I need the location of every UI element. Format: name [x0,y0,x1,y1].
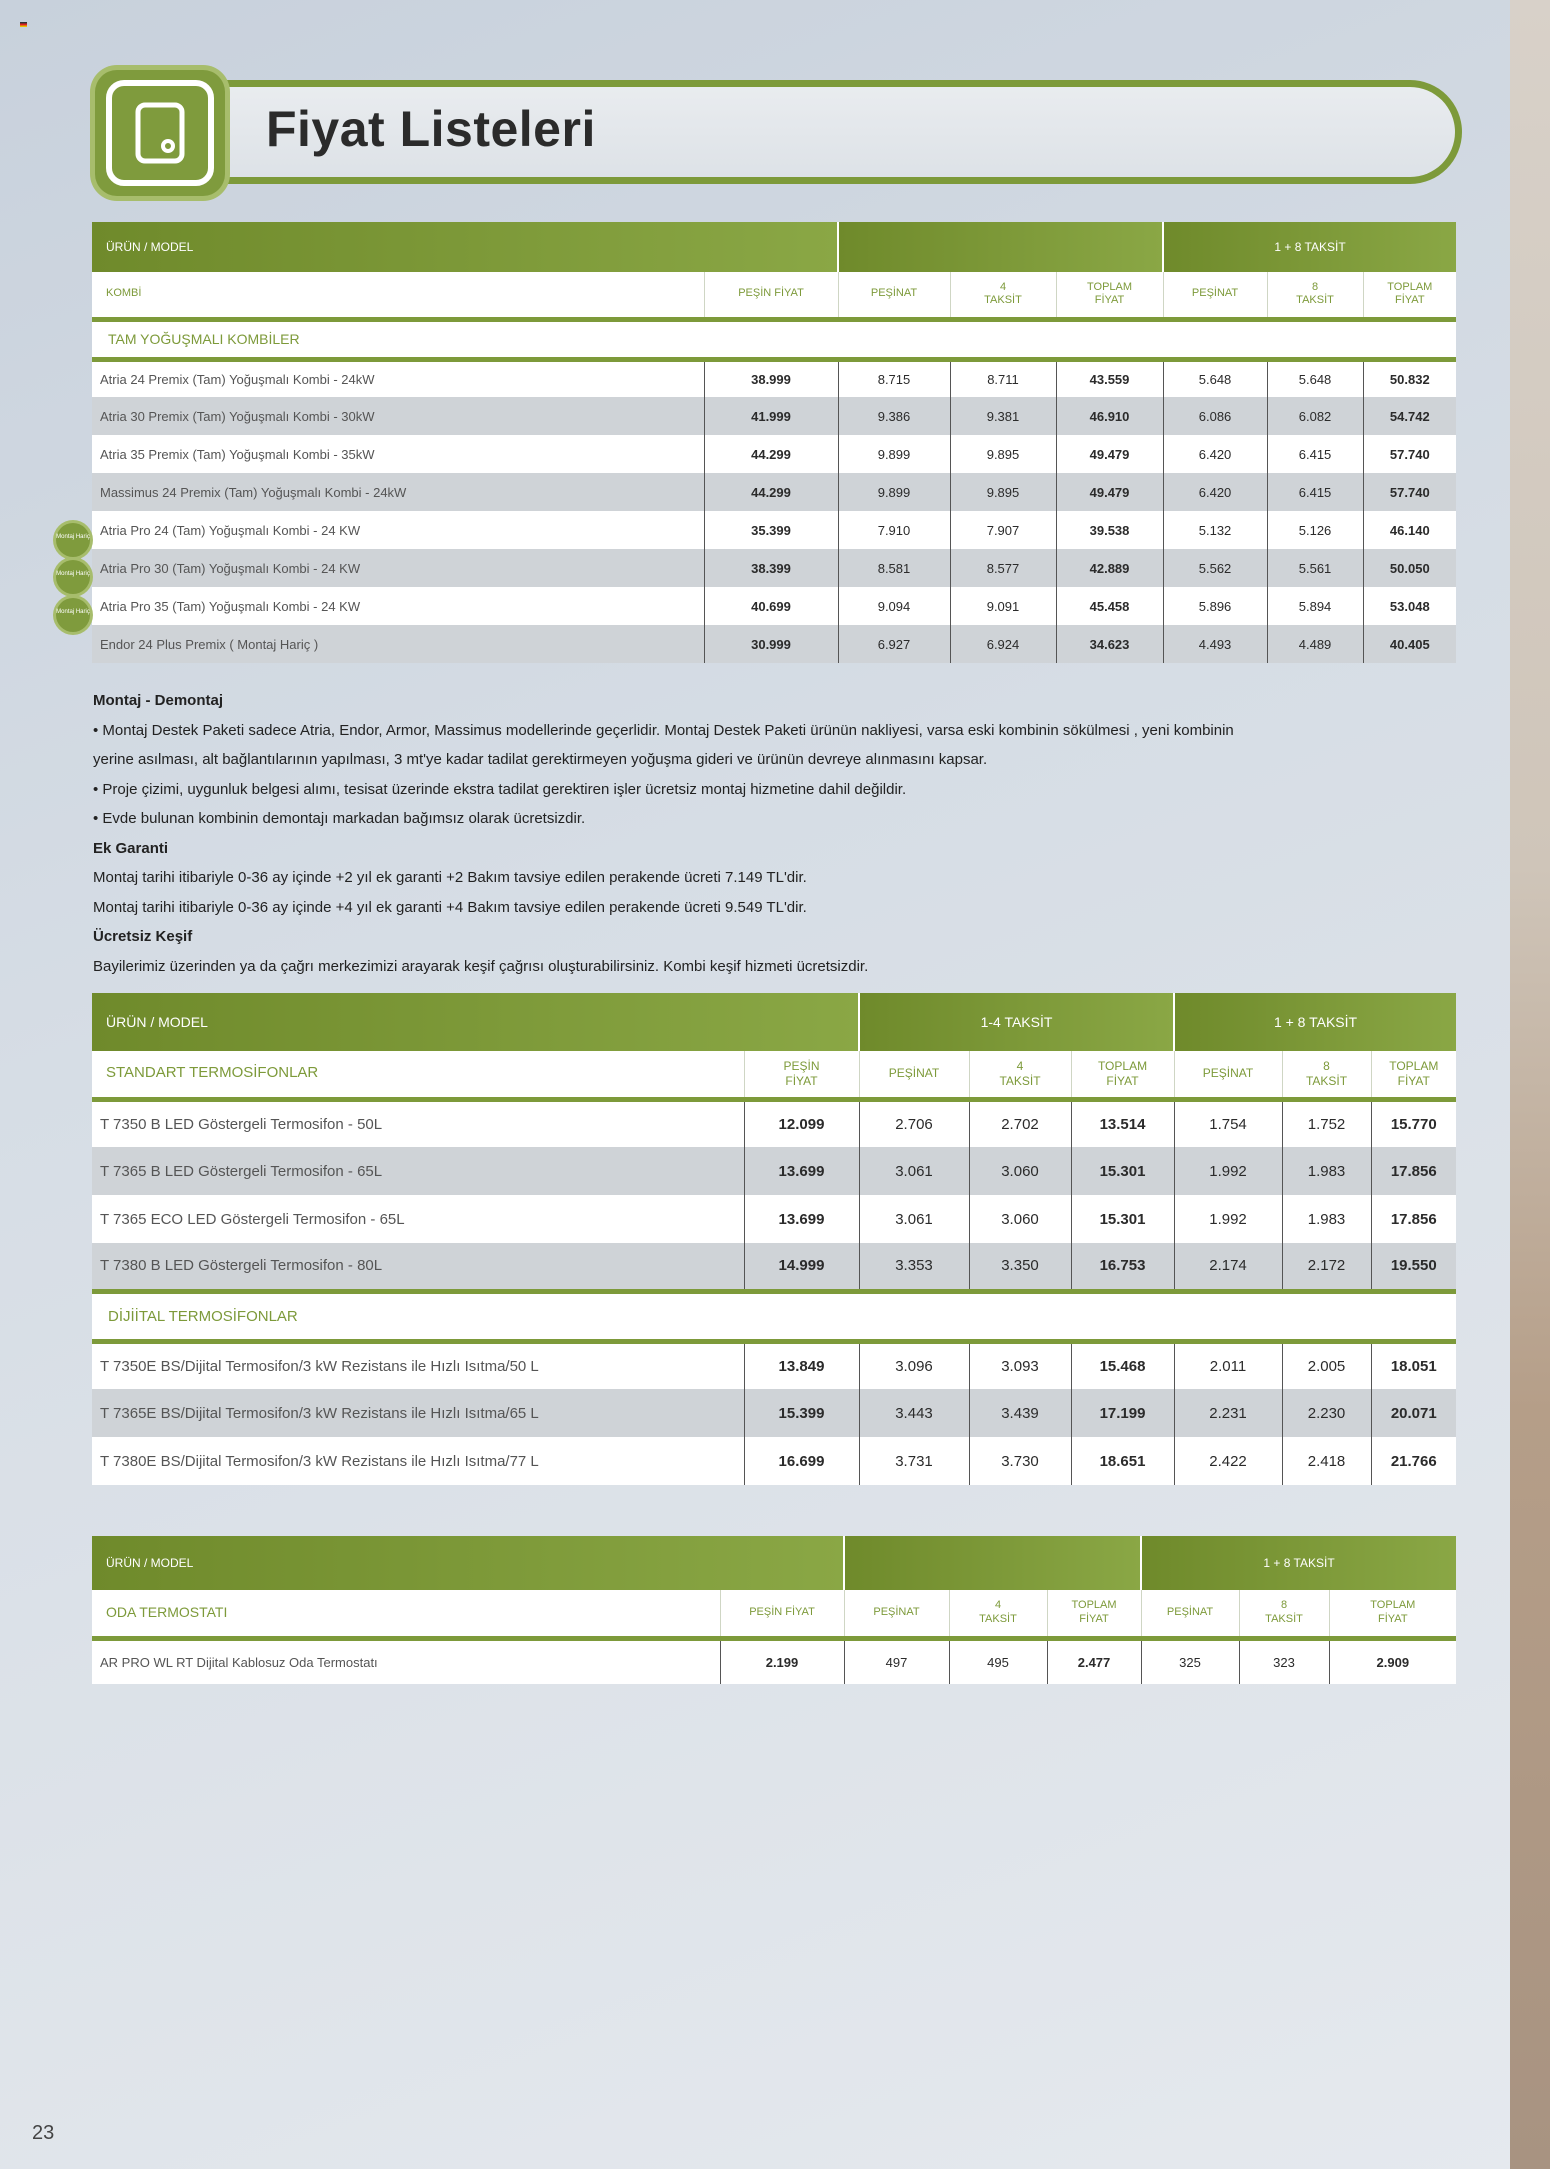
price-cell: 3.731 [859,1437,969,1485]
product-name: Atria 35 Premix (Tam) Yoğuşmalı Kombi - 35kW [92,435,704,473]
product-name: T 7365E BS/Dijital Termosifon/3 kW Rezistans ile Hızlı Isıtma/65 L [92,1389,744,1437]
price-cell: 5.132 [1163,511,1267,549]
column-header-toplam-8: TOPLAM FİYAT [1329,1590,1456,1638]
price-cell: 42.889 [1056,549,1163,587]
product-name: Atria Pro 30 (Tam) Yoğuşmalı Kombi - 24 KW [92,549,704,587]
table-header-row [92,1536,1456,1590]
price-cell: 9.899 [838,473,950,511]
price-cell: 54.742 [1363,397,1456,435]
table-row [92,359,1456,397]
price-cell: 2.199 [720,1638,844,1684]
price-cell: 49.479 [1056,435,1163,473]
price-cell: 40.699 [704,587,838,625]
price-cell: 3.439 [969,1389,1071,1437]
header-group-b: 1 + 8 TAKSİT [1141,1536,1456,1590]
price-cell: 9.895 [950,435,1056,473]
column-header-pesin: PEŞİN FİYAT [744,1051,859,1099]
price-cell: 13.699 [744,1147,859,1195]
price-cell: 3.096 [859,1341,969,1389]
table-row [92,1638,1456,1684]
price-cell: 2.172 [1282,1243,1371,1291]
price-cell: 6.924 [950,625,1056,663]
price-cell: 46.140 [1363,511,1456,549]
column-header-row [92,272,1456,319]
price-cell: 1.992 [1174,1195,1282,1243]
column-header-category: ODA TERMOSTATI [92,1590,720,1638]
price-cell: 2.230 [1282,1389,1371,1437]
product-name: Atria Pro 24 (Tam) Yoğuşmalı Kombi - 24 KW [92,511,704,549]
header-label: ÜRÜN / MODEL [92,222,838,272]
product-name: T 7380E BS/Dijital Termosifon/3 kW Rezistans ile Hızlı Isıtma/77 L [92,1437,744,1485]
price-cell: 1.983 [1282,1147,1371,1195]
price-cell: 15.399 [744,1389,859,1437]
header-group-b: 1 + 8 TAKSİT [1174,993,1456,1051]
table-row [92,1389,1456,1437]
note-line: • Proje çizimi, uygunluk belgesi alımı, tesisat üzerinde ekstra tadilat gerektiren işler ücretsiz montaj hizmetine dahil değildir. [93,780,907,798]
product-name: T 7365 B LED Göstergeli Termosifon - 65L [92,1147,744,1195]
price-cell: 18.651 [1071,1437,1174,1485]
price-cell: 50.050 [1363,549,1456,587]
table-row [92,549,1456,587]
product-name: Atria Pro 35 (Tam) Yoğuşmalı Kombi - 24 KW [92,587,704,625]
column-header-pesin: PEŞİN FİYAT [720,1590,844,1638]
price-cell: 45.458 [1056,587,1163,625]
price-cell: 2.477 [1047,1638,1141,1684]
price-cell: 15.468 [1071,1341,1174,1389]
page-title: Fiyat Listeleri [266,101,596,157]
price-cell: 9.094 [838,587,950,625]
price-cell: 3.060 [969,1147,1071,1195]
column-header-pesinat: PEŞİNAT [844,1590,949,1638]
column-header-pesin: PEŞİN FİYAT [704,272,838,319]
column-header-toplam: TOPLAM FİYAT [1047,1590,1141,1638]
price-cell: 2.231 [1174,1389,1282,1437]
product-name: T 7380 B LED Göstergeli Termosifon - 80L [92,1243,744,1291]
note-line: yerine asılması, alt bağlantılarının yapılması, 3 mt'ye kadar tadilat gerektirmeyen yoğuşma gideri ve ürünün devreye alınmasını kapsar. [93,751,988,768]
price-cell: 3.093 [969,1341,1071,1389]
table-row [92,1243,1456,1291]
title-icon-frame [106,80,214,186]
price-cell: 9.386 [838,397,950,435]
price-cell: 9.899 [838,435,950,473]
product-name: T 7350 B LED Göstergeli Termosifon - 50L [92,1099,744,1147]
column-header-8-taksit: 8 TAKSİT [1267,272,1363,319]
price-cell: 5.894 [1267,587,1363,625]
installation-notes [93,686,1473,981]
price-cell: 6.420 [1163,473,1267,511]
section-title: DİJİİTAL TERMOSİFONLAR [92,1291,1456,1341]
table-row [92,587,1456,625]
price-cell: 5.562 [1163,549,1267,587]
price-cell: 2.174 [1174,1243,1282,1291]
price-cell: 3.353 [859,1243,969,1291]
price-cell: 44.299 [704,435,838,473]
price-cell: 8.711 [950,359,1056,397]
price-cell: 39.538 [1056,511,1163,549]
price-cell: 41.999 [704,397,838,435]
table-row [92,625,1456,663]
column-header-4-taksit: 4 TAKSİT [969,1051,1071,1099]
price-cell: 3.060 [969,1195,1071,1243]
column-header-toplam: TOPLAM FİYAT [1071,1051,1174,1099]
header-group-a: 1-4 TAKSİT [859,993,1174,1051]
price-cell: 2.422 [1174,1437,1282,1485]
table-header-row [92,222,1456,272]
price-cell: 44.299 [704,473,838,511]
price-cell: 3.350 [969,1243,1071,1291]
price-cell: 323 [1239,1638,1329,1684]
price-cell: 14.999 [744,1243,859,1291]
note-heading: Ek Garanti [93,839,169,857]
product-name: Massimus 24 Premix (Tam) Yoğuşmalı Kombi - 24kW [92,473,704,511]
table-row [92,511,1456,549]
price-cell: 3.061 [859,1147,969,1195]
note-heading: Ücretsiz Keşif [93,928,193,945]
price-cell: 30.999 [704,625,838,663]
price-cell: 495 [949,1638,1047,1684]
price-cell: 49.479 [1056,473,1163,511]
page-number: 23 [32,2122,55,2144]
price-cell: 1.983 [1282,1195,1371,1243]
price-cell: 3.730 [969,1437,1071,1485]
price-cell: 18.051 [1371,1341,1456,1389]
boiler-icon [134,102,186,164]
product-name: Atria 24 Premix (Tam) Yoğuşmalı Kombi - 24kW [92,359,704,397]
price-cell: 1.754 [1174,1099,1282,1147]
header-group-a [844,1536,1141,1590]
price-cell: 3.443 [859,1389,969,1437]
price-cell: 1.752 [1282,1099,1371,1147]
price-cell: 6.420 [1163,435,1267,473]
price-cell: 13.514 [1071,1099,1174,1147]
price-cell: 8.715 [838,359,950,397]
column-header-8-taksit: 8 TAKSİT [1239,1590,1329,1638]
table-row [92,1099,1456,1147]
price-cell: 21.766 [1371,1437,1456,1485]
product-name: Atria 30 Premix (Tam) Yoğuşmalı Kombi - 30kW [92,397,704,435]
column-header-toplam-8: TOPLAM FİYAT [1371,1051,1456,1099]
price-cell: 5.896 [1163,587,1267,625]
table-row [92,473,1456,511]
price-cell: 19.550 [1371,1243,1456,1291]
column-header-pesinat-8: PEŞİNAT [1163,272,1267,319]
price-cell: 53.048 [1363,587,1456,625]
column-header-pesinat-8: PEŞİNAT [1141,1590,1239,1638]
price-cell: 35.399 [704,511,838,549]
price-cell: 9.091 [950,587,1056,625]
column-header-pesinat: PEŞİNAT [859,1051,969,1099]
column-header-category: STANDART TERMOSİFONLAR [92,1051,744,1099]
note-line: Montaj tarihi itibariyle 0-36 ay içinde +2 yıl ek garanti +2 Bakım tavsiye edilen perakende ücreti 7.149 TL'dir. [93,869,807,886]
price-cell: 40.405 [1363,625,1456,663]
price-cell: 50.832 [1363,359,1456,397]
price-cell: 2.909 [1329,1638,1456,1684]
montaj-haric-badge: Montaj Hariç [56,560,90,594]
table-row [92,1147,1456,1195]
price-cell: 2.702 [969,1099,1071,1147]
price-cell: 16.699 [744,1437,859,1485]
price-cell: 17.856 [1371,1195,1456,1243]
column-header-toplam-8: TOPLAM FİYAT [1363,272,1456,319]
table-header-row [92,993,1456,1051]
column-header-4-taksit: 4 TAKSİT [950,272,1056,319]
price-cell: 38.399 [704,549,838,587]
price-cell: 325 [1141,1638,1239,1684]
price-cell: 13.849 [744,1341,859,1389]
price-cell: 4.489 [1267,625,1363,663]
price-cell: 57.740 [1363,473,1456,511]
price-cell: 5.648 [1163,359,1267,397]
kombi-price-table [92,222,1456,663]
background-curtain-strip [1510,0,1550,2169]
price-cell: 46.910 [1056,397,1163,435]
price-cell: 17.199 [1071,1389,1174,1437]
price-cell: 5.126 [1267,511,1363,549]
price-cell: 7.910 [838,511,950,549]
price-cell: 2.706 [859,1099,969,1147]
price-cell: 6.082 [1267,397,1363,435]
montaj-haric-badge: Montaj Hariç [56,523,90,557]
product-name: T 7350E BS/Dijital Termosifon/3 kW Rezistans ile Hızlı Isıtma/50 L [92,1341,744,1389]
table-row [92,397,1456,435]
price-cell: 38.999 [704,359,838,397]
section-row [92,319,1456,359]
header-label: ÜRÜN / MODEL [92,993,859,1051]
header-group-b: 1 + 8 TAKSİT [1163,222,1456,272]
price-cell: 15.770 [1371,1099,1456,1147]
table-row [92,435,1456,473]
column-header-category: KOMBİ [92,272,704,319]
column-header-row [92,1051,1456,1099]
table-row [92,1437,1456,1485]
section-title: TAM YOĞUŞMALI KOMBİLER [92,319,1456,359]
price-cell: 5.561 [1267,549,1363,587]
price-cell: 57.740 [1363,435,1456,473]
price-cell: 15.301 [1071,1147,1174,1195]
price-cell: 17.856 [1371,1147,1456,1195]
note-heading: Montaj - Demontaj [93,692,223,709]
price-cell: 16.753 [1071,1243,1174,1291]
product-name: AR PRO WL RT Dijital Kablosuz Oda Termostatı [92,1638,720,1684]
note-line: Montaj tarihi itibariyle 0-36 ay içinde +4 yıl ek garanti +4 Bakım tavsiye edilen perakende ücreti 9.549 TL'dir. [93,898,807,916]
termostat-price-table [92,1536,1456,1684]
product-name: T 7365 ECO LED Göstergeli Termosifon - 65L [92,1195,744,1243]
column-header-4-taksit: 4 TAKSİT [949,1590,1047,1638]
column-header-pesinat: PEŞİNAT [838,272,950,319]
price-cell: 9.381 [950,397,1056,435]
section-row [92,1291,1456,1341]
header-label: ÜRÜN / MODEL [92,1536,844,1590]
title-icon-box [95,70,225,196]
price-cell: 34.623 [1056,625,1163,663]
price-cell: 8.577 [950,549,1056,587]
table-row [92,1341,1456,1389]
price-cell: 15.301 [1071,1195,1174,1243]
column-header-8-taksit: 8 TAKSİT [1282,1051,1371,1099]
note-line: • Evde bulunan kombinin demontajı markadan bağımsız olarak ücretsizdir. [93,810,586,827]
price-cell: 5.648 [1267,359,1363,397]
price-cell: 3.061 [859,1195,969,1243]
note-line: Bayilerimiz üzerinden ya da çağrı merkezimizi arayarak keşif çağrısı oluşturabilirsiniz. Kombi keşif hizmeti ücretsizdir. [93,957,869,975]
price-cell: 8.581 [838,549,950,587]
price-cell: 4.493 [1163,625,1267,663]
montaj-haric-badge: Montaj Hariç [56,598,90,632]
price-cell: 6.927 [838,625,950,663]
table-row [92,1195,1456,1243]
price-cell: 6.415 [1267,435,1363,473]
column-header-row [92,1590,1456,1638]
column-header-pesinat-8: PEŞİNAT [1174,1051,1282,1099]
price-cell: 2.005 [1282,1341,1371,1389]
price-cell: 13.699 [744,1195,859,1243]
price-cell: 20.071 [1371,1389,1456,1437]
price-cell: 497 [844,1638,949,1684]
note-line: • Montaj Destek Paketi sadece Atria, Endor, Armor, Massimus modellerinde geçerlidir. Montaj Destek Paketi ürünün nakliyesi, varsa eski kombinin sökülmesi , yeni kombinin [93,721,1234,739]
header-group-a [838,222,1163,272]
price-cell: 9.895 [950,473,1056,511]
price-cell: 2.418 [1282,1437,1371,1485]
price-cell: 2.011 [1174,1341,1282,1389]
price-cell: 6.415 [1267,473,1363,511]
price-cell: 12.099 [744,1099,859,1147]
termosifon-price-table [92,993,1456,1485]
price-cell: 1.992 [1174,1147,1282,1195]
column-header-toplam: TOPLAM FİYAT [1056,272,1163,319]
price-cell: 6.086 [1163,397,1267,435]
price-cell: 7.907 [950,511,1056,549]
product-name: Endor 24 Plus Premix ( Montaj Hariç ) [92,625,704,663]
price-cell: 43.559 [1056,359,1163,397]
flag-icon [20,22,27,27]
